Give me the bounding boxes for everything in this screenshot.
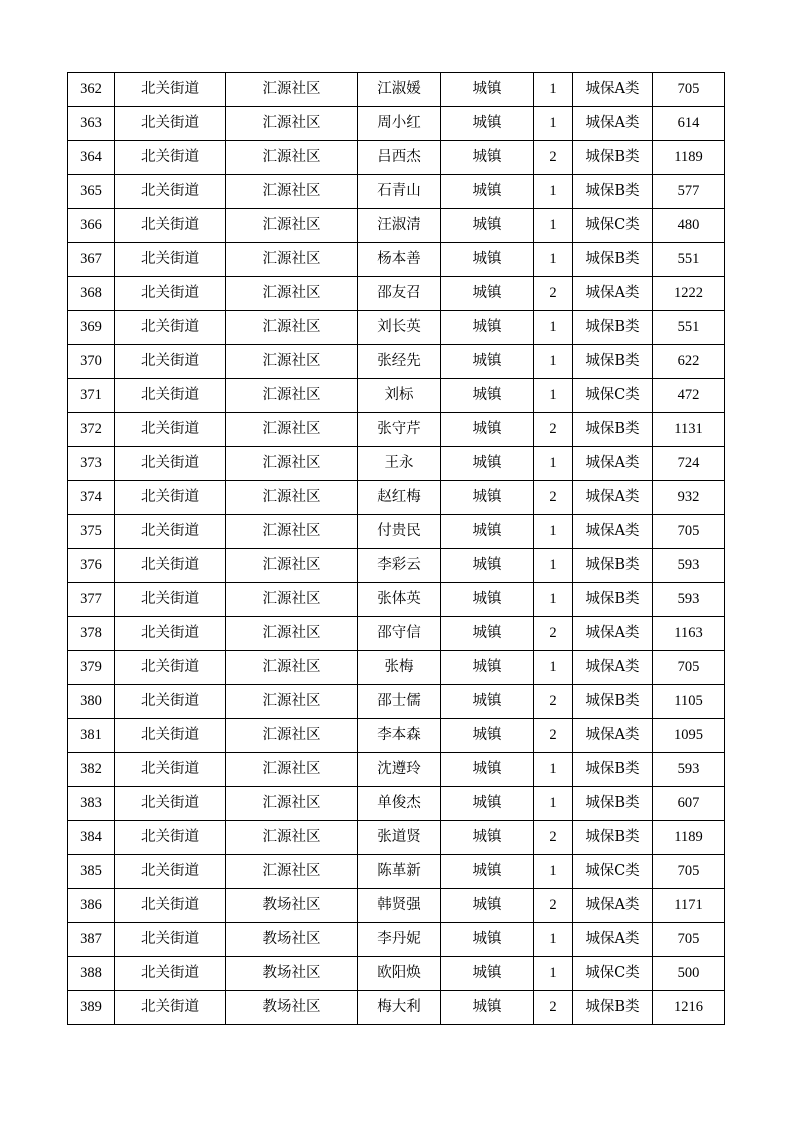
row-number: 380 <box>68 685 115 719</box>
table-row <box>68 923 725 957</box>
household-size-cell: 1 <box>534 787 573 821</box>
household-size-cell: 2 <box>534 277 573 311</box>
name-cell: 张体英 <box>358 583 441 617</box>
name-cell: 刘标 <box>358 379 441 413</box>
street-cell: 北关街道 <box>115 107 226 141</box>
household-size-cell: 2 <box>534 821 573 855</box>
household-size-cell: 1 <box>534 923 573 957</box>
table-row <box>68 277 725 311</box>
row-number: 383 <box>68 787 115 821</box>
street-cell: 北关街道 <box>115 583 226 617</box>
community-cell: 汇源社区 <box>226 855 358 889</box>
table-row <box>68 787 725 821</box>
row-number: 364 <box>68 141 115 175</box>
street-cell: 北关街道 <box>115 787 226 821</box>
table-row <box>68 889 725 923</box>
household-size-cell: 1 <box>534 379 573 413</box>
household-size-cell: 2 <box>534 617 573 651</box>
community-cell: 汇源社区 <box>226 175 358 209</box>
community-cell: 汇源社区 <box>226 413 358 447</box>
table-row <box>68 651 725 685</box>
household-size-cell: 1 <box>534 855 573 889</box>
row-number: 374 <box>68 481 115 515</box>
household-size-cell: 1 <box>534 957 573 991</box>
street-cell: 北关街道 <box>115 617 226 651</box>
community-cell: 汇源社区 <box>226 73 358 107</box>
table-row <box>68 991 725 1025</box>
amount-cell: 705 <box>653 73 725 107</box>
amount-cell: 705 <box>653 651 725 685</box>
street-cell: 北关街道 <box>115 311 226 345</box>
street-cell: 北关街道 <box>115 991 226 1025</box>
row-number: 365 <box>68 175 115 209</box>
name-cell: 韩贤强 <box>358 889 441 923</box>
street-cell: 北关街道 <box>115 73 226 107</box>
insurance-category-cell: 城保A类 <box>573 73 653 107</box>
household-type-cell: 城镇 <box>441 481 534 515</box>
community-cell: 教场社区 <box>226 991 358 1025</box>
row-number: 369 <box>68 311 115 345</box>
household-size-cell: 1 <box>534 107 573 141</box>
name-cell: 吕西杰 <box>358 141 441 175</box>
amount-cell: 705 <box>653 923 725 957</box>
insurance-category-cell: 城保B类 <box>573 991 653 1025</box>
name-cell: 张梅 <box>358 651 441 685</box>
table-row <box>68 719 725 753</box>
amount-cell: 724 <box>653 447 725 481</box>
insurance-category-cell: 城保B类 <box>573 787 653 821</box>
row-number: 385 <box>68 855 115 889</box>
name-cell: 杨本善 <box>358 243 441 277</box>
name-cell: 李丹妮 <box>358 923 441 957</box>
community-cell: 汇源社区 <box>226 549 358 583</box>
insurance-category-cell: 城保A类 <box>573 617 653 651</box>
amount-cell: 607 <box>653 787 725 821</box>
insurance-category-cell: 城保A类 <box>573 481 653 515</box>
row-number: 389 <box>68 991 115 1025</box>
household-type-cell: 城镇 <box>441 549 534 583</box>
community-cell: 汇源社区 <box>226 107 358 141</box>
insurance-category-cell: 城保B类 <box>573 753 653 787</box>
insurance-category-cell: 城保B类 <box>573 583 653 617</box>
name-cell: 汪淑清 <box>358 209 441 243</box>
community-cell: 汇源社区 <box>226 447 358 481</box>
name-cell: 邵友召 <box>358 277 441 311</box>
amount-cell: 705 <box>653 855 725 889</box>
name-cell: 单俊杰 <box>358 787 441 821</box>
insurance-category-cell: 城保A类 <box>573 719 653 753</box>
table-row <box>68 549 725 583</box>
household-size-cell: 2 <box>534 413 573 447</box>
community-cell: 汇源社区 <box>226 583 358 617</box>
household-size-cell: 2 <box>534 719 573 753</box>
name-cell: 李本森 <box>358 719 441 753</box>
household-type-cell: 城镇 <box>441 753 534 787</box>
household-type-cell: 城镇 <box>441 651 534 685</box>
community-cell: 汇源社区 <box>226 821 358 855</box>
row-number: 382 <box>68 753 115 787</box>
row-number: 363 <box>68 107 115 141</box>
street-cell: 北关街道 <box>115 889 226 923</box>
row-number: 368 <box>68 277 115 311</box>
table-row <box>68 617 725 651</box>
household-size-cell: 1 <box>534 651 573 685</box>
community-cell: 教场社区 <box>226 957 358 991</box>
row-number: 372 <box>68 413 115 447</box>
amount-cell: 551 <box>653 243 725 277</box>
table-row <box>68 481 725 515</box>
name-cell: 石青山 <box>358 175 441 209</box>
community-cell: 汇源社区 <box>226 209 358 243</box>
amount-cell: 614 <box>653 107 725 141</box>
table-row <box>68 821 725 855</box>
name-cell: 付贵民 <box>358 515 441 549</box>
community-cell: 汇源社区 <box>226 685 358 719</box>
amount-cell: 622 <box>653 345 725 379</box>
household-type-cell: 城镇 <box>441 855 534 889</box>
insurance-category-cell: 城保B类 <box>573 243 653 277</box>
household-size-cell: 1 <box>534 345 573 379</box>
name-cell: 张道贤 <box>358 821 441 855</box>
household-type-cell: 城镇 <box>441 821 534 855</box>
household-size-cell: 1 <box>534 73 573 107</box>
household-type-cell: 城镇 <box>441 719 534 753</box>
community-cell: 汇源社区 <box>226 651 358 685</box>
street-cell: 北关街道 <box>115 481 226 515</box>
household-type-cell: 城镇 <box>441 413 534 447</box>
row-number: 371 <box>68 379 115 413</box>
name-cell: 赵红梅 <box>358 481 441 515</box>
amount-cell: 577 <box>653 175 725 209</box>
table-row <box>68 73 725 107</box>
household-type-cell: 城镇 <box>441 175 534 209</box>
household-type-cell: 城镇 <box>441 73 534 107</box>
community-cell: 汇源社区 <box>226 243 358 277</box>
street-cell: 北关街道 <box>115 175 226 209</box>
street-cell: 北关街道 <box>115 753 226 787</box>
insurance-category-cell: 城保A类 <box>573 651 653 685</box>
household-type-cell: 城镇 <box>441 311 534 345</box>
row-number: 379 <box>68 651 115 685</box>
street-cell: 北关街道 <box>115 413 226 447</box>
street-cell: 北关街道 <box>115 855 226 889</box>
insurance-category-cell: 城保A类 <box>573 447 653 481</box>
insurance-category-cell: 城保B类 <box>573 685 653 719</box>
insurance-category-cell: 城保C类 <box>573 957 653 991</box>
amount-cell: 932 <box>653 481 725 515</box>
household-type-cell: 城镇 <box>441 243 534 277</box>
row-number: 366 <box>68 209 115 243</box>
amount-cell: 1189 <box>653 141 725 175</box>
name-cell: 邵士儒 <box>358 685 441 719</box>
street-cell: 北关街道 <box>115 277 226 311</box>
street-cell: 北关街道 <box>115 651 226 685</box>
name-cell: 沈遵玲 <box>358 753 441 787</box>
amount-cell: 593 <box>653 753 725 787</box>
household-size-cell: 2 <box>534 685 573 719</box>
community-cell: 汇源社区 <box>226 345 358 379</box>
household-size-cell: 1 <box>534 447 573 481</box>
insurance-category-cell: 城保B类 <box>573 821 653 855</box>
amount-cell: 1189 <box>653 821 725 855</box>
insurance-category-cell: 城保B类 <box>573 311 653 345</box>
table-row <box>68 855 725 889</box>
row-number: 373 <box>68 447 115 481</box>
household-type-cell: 城镇 <box>441 957 534 991</box>
household-size-cell: 1 <box>534 515 573 549</box>
amount-cell: 480 <box>653 209 725 243</box>
insurance-category-cell: 城保B类 <box>573 141 653 175</box>
table-row <box>68 515 725 549</box>
table-row <box>68 753 725 787</box>
household-type-cell: 城镇 <box>441 277 534 311</box>
name-cell: 陈革新 <box>358 855 441 889</box>
row-number: 386 <box>68 889 115 923</box>
household-type-cell: 城镇 <box>441 787 534 821</box>
street-cell: 北关街道 <box>115 345 226 379</box>
table-row <box>68 447 725 481</box>
amount-cell: 472 <box>653 379 725 413</box>
name-cell: 周小红 <box>358 107 441 141</box>
roster-body <box>68 73 725 1025</box>
household-type-cell: 城镇 <box>441 685 534 719</box>
benefit-roster-table <box>67 72 725 1025</box>
table-row <box>68 413 725 447</box>
name-cell: 邵守信 <box>358 617 441 651</box>
insurance-category-cell: 城保B类 <box>573 175 653 209</box>
street-cell: 北关街道 <box>115 685 226 719</box>
household-size-cell: 1 <box>534 583 573 617</box>
insurance-category-cell: 城保B类 <box>573 345 653 379</box>
insurance-category-cell: 城保C类 <box>573 379 653 413</box>
table-row <box>68 685 725 719</box>
household-type-cell: 城镇 <box>441 617 534 651</box>
name-cell: 江淑媛 <box>358 73 441 107</box>
community-cell: 汇源社区 <box>226 481 358 515</box>
table-row <box>68 311 725 345</box>
row-number: 388 <box>68 957 115 991</box>
household-size-cell: 2 <box>534 889 573 923</box>
insurance-category-cell: 城保A类 <box>573 923 653 957</box>
household-size-cell: 2 <box>534 991 573 1025</box>
household-type-cell: 城镇 <box>441 583 534 617</box>
insurance-category-cell: 城保A类 <box>573 107 653 141</box>
household-type-cell: 城镇 <box>441 447 534 481</box>
household-size-cell: 1 <box>534 753 573 787</box>
row-number: 377 <box>68 583 115 617</box>
name-cell: 王永 <box>358 447 441 481</box>
row-number: 387 <box>68 923 115 957</box>
household-size-cell: 1 <box>534 175 573 209</box>
household-type-cell: 城镇 <box>441 515 534 549</box>
amount-cell: 1216 <box>653 991 725 1025</box>
table-row <box>68 243 725 277</box>
amount-cell: 1105 <box>653 685 725 719</box>
community-cell: 汇源社区 <box>226 787 358 821</box>
name-cell: 张经先 <box>358 345 441 379</box>
row-number: 367 <box>68 243 115 277</box>
household-type-cell: 城镇 <box>441 107 534 141</box>
household-type-cell: 城镇 <box>441 889 534 923</box>
amount-cell: 500 <box>653 957 725 991</box>
insurance-category-cell: 城保C类 <box>573 855 653 889</box>
community-cell: 汇源社区 <box>226 379 358 413</box>
community-cell: 汇源社区 <box>226 515 358 549</box>
street-cell: 北关街道 <box>115 719 226 753</box>
household-type-cell: 城镇 <box>441 923 534 957</box>
community-cell: 教场社区 <box>226 889 358 923</box>
community-cell: 汇源社区 <box>226 719 358 753</box>
amount-cell: 593 <box>653 549 725 583</box>
amount-cell: 551 <box>653 311 725 345</box>
table-row <box>68 379 725 413</box>
household-size-cell: 1 <box>534 549 573 583</box>
amount-cell: 593 <box>653 583 725 617</box>
household-type-cell: 城镇 <box>441 991 534 1025</box>
name-cell: 梅大利 <box>358 991 441 1025</box>
row-number: 378 <box>68 617 115 651</box>
street-cell: 北关街道 <box>115 549 226 583</box>
street-cell: 北关街道 <box>115 209 226 243</box>
name-cell: 欧阳焕 <box>358 957 441 991</box>
amount-cell: 1095 <box>653 719 725 753</box>
name-cell: 刘长英 <box>358 311 441 345</box>
street-cell: 北关街道 <box>115 957 226 991</box>
community-cell: 汇源社区 <box>226 311 358 345</box>
household-type-cell: 城镇 <box>441 141 534 175</box>
insurance-category-cell: 城保A类 <box>573 277 653 311</box>
amount-cell: 1163 <box>653 617 725 651</box>
community-cell: 教场社区 <box>226 923 358 957</box>
row-number: 362 <box>68 73 115 107</box>
household-size-cell: 1 <box>534 311 573 345</box>
insurance-category-cell: 城保C类 <box>573 209 653 243</box>
insurance-category-cell: 城保B类 <box>573 549 653 583</box>
name-cell: 李彩云 <box>358 549 441 583</box>
table-row <box>68 141 725 175</box>
row-number: 376 <box>68 549 115 583</box>
row-number: 381 <box>68 719 115 753</box>
table-row <box>68 209 725 243</box>
household-size-cell: 2 <box>534 141 573 175</box>
household-size-cell: 2 <box>534 481 573 515</box>
street-cell: 北关街道 <box>115 141 226 175</box>
community-cell: 汇源社区 <box>226 753 358 787</box>
community-cell: 汇源社区 <box>226 617 358 651</box>
amount-cell: 1171 <box>653 889 725 923</box>
name-cell: 张守芹 <box>358 413 441 447</box>
community-cell: 汇源社区 <box>226 277 358 311</box>
street-cell: 北关街道 <box>115 243 226 277</box>
household-type-cell: 城镇 <box>441 345 534 379</box>
street-cell: 北关街道 <box>115 821 226 855</box>
household-size-cell: 1 <box>534 243 573 277</box>
table-row <box>68 957 725 991</box>
table-row <box>68 583 725 617</box>
street-cell: 北关街道 <box>115 515 226 549</box>
table-row <box>68 175 725 209</box>
insurance-category-cell: 城保A类 <box>573 889 653 923</box>
community-cell: 汇源社区 <box>226 141 358 175</box>
insurance-category-cell: 城保A类 <box>573 515 653 549</box>
household-type-cell: 城镇 <box>441 379 534 413</box>
amount-cell: 1222 <box>653 277 725 311</box>
insurance-category-cell: 城保B类 <box>573 413 653 447</box>
table-row <box>68 345 725 379</box>
amount-cell: 1131 <box>653 413 725 447</box>
household-size-cell: 1 <box>534 209 573 243</box>
amount-cell: 705 <box>653 515 725 549</box>
street-cell: 北关街道 <box>115 447 226 481</box>
household-type-cell: 城镇 <box>441 209 534 243</box>
street-cell: 北关街道 <box>115 923 226 957</box>
row-number: 370 <box>68 345 115 379</box>
street-cell: 北关街道 <box>115 379 226 413</box>
table-row <box>68 107 725 141</box>
row-number: 384 <box>68 821 115 855</box>
row-number: 375 <box>68 515 115 549</box>
